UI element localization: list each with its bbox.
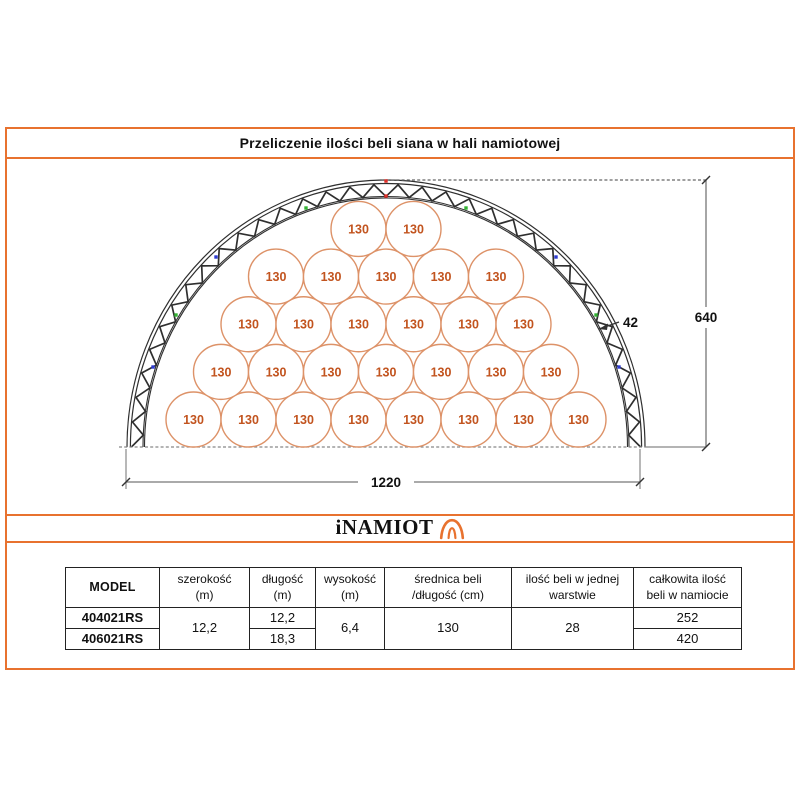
header-line: (m) (273, 587, 292, 602)
marker-dot-icon (464, 206, 467, 209)
header-line: (m) (341, 587, 359, 602)
col-header-model: MODEL (66, 568, 160, 608)
bale-diameter-label: 130 (568, 412, 589, 427)
header-line: całkowita ilość (649, 571, 726, 586)
bale-diameter-label: 130 (348, 222, 369, 237)
height-value-cell: 6,4 (316, 608, 385, 650)
spec-table (65, 567, 742, 650)
col-header-length (250, 568, 316, 608)
bales-per-layer-value-cell: 28 (512, 608, 634, 650)
spec-table-area (7, 543, 793, 668)
bale-diameter-label: 130 (403, 412, 424, 427)
marker-dot-icon (174, 313, 177, 316)
bale-diameter-label: 130 (265, 365, 287, 380)
bale-diameter-label: 130 (293, 412, 314, 427)
col-header-bales-per-layer (512, 568, 634, 608)
bale-diameter-label: 130 (375, 365, 397, 380)
header-line: beli w namiocie (646, 587, 729, 602)
bale-diameter-label: 130 (513, 317, 534, 332)
header-line: średnica beli (414, 571, 482, 586)
header-line: długość (261, 571, 304, 586)
brand-name: iNAMIOT (335, 515, 434, 539)
bale-diameter-label: 130 (210, 365, 232, 380)
tent-icon (439, 517, 465, 540)
bale-diameter-label: 130 (430, 270, 452, 285)
marker-dot-icon (214, 255, 217, 258)
header-line: wysokość (323, 571, 376, 586)
page-title: Przeliczenie ilości beli siana w hali namiotowej (7, 129, 793, 159)
col-header-total-bales (634, 568, 742, 608)
table-header-row (66, 568, 742, 608)
length-value-cell: 18,3 (250, 629, 316, 650)
width-dim-label: 1220 (370, 475, 402, 490)
bale-diameter-label: 130 (320, 270, 342, 285)
bale-diameter-label: 130 (348, 317, 369, 332)
tent-cross-section-drawing (7, 159, 793, 514)
marker-dot-icon (617, 365, 620, 368)
bale-diameter-label: 130 (348, 412, 369, 427)
table-row (66, 608, 742, 629)
header-line: ilość beli w jednej (525, 571, 620, 586)
total-bales-value-cell: 420 (634, 629, 742, 650)
bale-diameter-value-cell: 130 (385, 608, 512, 650)
length-value-cell: 12,2 (250, 608, 316, 629)
bale-diameter-label: 130 (320, 365, 342, 380)
header-line: szerokość (177, 571, 232, 586)
model-cell: 406021RS (66, 629, 160, 650)
bale-diameter-label: 130 (265, 270, 287, 285)
hay-bales (166, 201, 606, 447)
bale-diameter-label: 130 (183, 412, 204, 427)
bale-diameter-label: 130 (485, 365, 507, 380)
model-cell: 404021RS (66, 608, 160, 629)
bale-diameter-label: 130 (458, 317, 479, 332)
truss-depth-label: 42 (623, 315, 639, 330)
bale-diameter-label: 130 (485, 270, 507, 285)
header-line: (m) (195, 587, 214, 602)
bale-diameter-label: 130 (430, 365, 452, 380)
bale-diameter-label: 130 (513, 412, 534, 427)
col-header-bale-diameter (385, 568, 512, 608)
bale-diameter-label: 130 (403, 222, 424, 237)
col-header-width (160, 568, 250, 608)
marker-dot-icon (384, 179, 387, 182)
marker-dot-icon (304, 206, 307, 209)
marker-dot-icon (384, 194, 387, 197)
marker-dot-icon (554, 255, 557, 258)
marker-dot-icon (594, 313, 597, 316)
bale-diameter-label: 130 (238, 412, 259, 427)
bale-diameter-label: 130 (540, 365, 562, 380)
tent-diagram (7, 159, 793, 514)
total-bales-value-cell: 252 (634, 608, 742, 629)
header-line: warstwie (549, 587, 596, 602)
marker-dot-icon (151, 365, 154, 368)
col-header-height (316, 568, 385, 608)
bale-diameter-label: 130 (403, 317, 424, 332)
header-line: /długość (cm) (411, 587, 485, 602)
brand-bar (7, 514, 793, 543)
document-frame (5, 127, 795, 670)
bale-diameter-label: 130 (375, 270, 397, 285)
bale-diameter-label: 130 (458, 412, 479, 427)
bale-diameter-label: 130 (293, 317, 314, 332)
height-dim-label: 640 (694, 310, 718, 325)
bale-diameter-label: 130 (238, 317, 259, 332)
width-value-cell: 12,2 (160, 608, 250, 650)
